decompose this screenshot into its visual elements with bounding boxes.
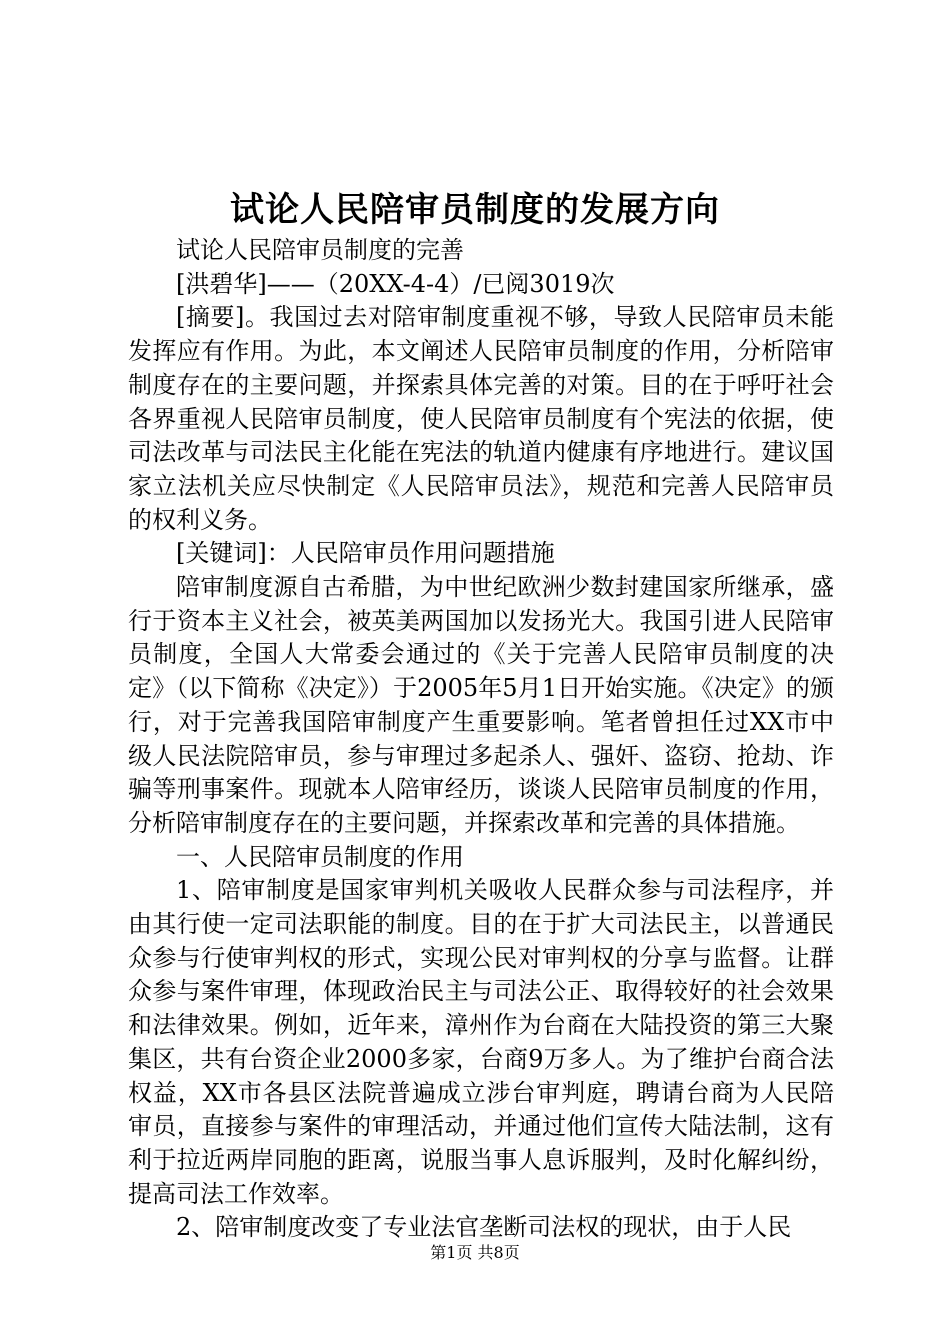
page-footer: 第1页 共8页: [430, 1243, 520, 1262]
abstract-paragraph: [摘要]。我国过去对陪审制度重视不够，导致人民陪审员未能发挥应有作用。为此，本文阐述人民陪审员制度的作用，分析陪审制度存在的主要问题，并探索具体完善的对策。目的在于呼吁社会各界重视人民陪审员制度，使人民陪审员制度有个宪法的依据，使司法改革与司法民主化能在宪法的轨道内健康有序地进行。建议国家立法机关应尽快制定《人民陪审员法》，规范和完善人民陪审员的权利义务。: [128, 303, 834, 534]
body-paragraph: 1、陪审制度是国家审判机关吸收人民群众参与司法程序，并由其行使一定司法职能的制度。目的在于扩大司法民主，以普通民众参与行使审判权的形式，实现公民对审判权的分享与监督。让群众参与案件审理，体现政治民主与司法公正、取得较好的社会效果和法律效果。例如，近年来，漳州作为台商在大陆投资的第三大聚集区，共有台资企业2000多家，台商9万多人。为了维护台商合法权益，XX市各县区法院普遍成立涉台审判庭，聘请台商为人民陪审员，直接参与案件的审理活动，并通过他们宣传大陆法制，这有利于拉近两岸同胞的距离，说服当事人息诉服判，及时化解纠纷，提高司法工作效率。: [128, 876, 834, 1208]
subtitle-paragraph: 试论人民陪审员制度的完善: [176, 236, 464, 264]
keywords-paragraph: [关键词]：人民陪审员作用问题措施: [176, 539, 555, 568]
intro-paragraph: 陪审制度源自古希腊，为中世纪欧洲少数封建国家所继承，盛行于资本主义社会，被英美两国加以发扬光大。我国引进人民陪审员制度，全国人大常委会通过的《关于完善人民陪审员制度的决定》（以下简称《决定》）于2005年5月1日开始实施。《决定》的颁行，对于完善我国陪审制度产生重要影响。笔者曾担任过XX市中级人民法院陪审员，参与审理过多起杀人、强奸、盗窃、抢劫、诈骗等刑事案件。现就本人陪审经历，谈谈人民陪审员制度的作用，分析陪审制度存在的主要问题，并探索改革和完善的具体措施。: [128, 573, 834, 837]
document-body: [128, 234, 834, 1245]
section-heading: 一、人民陪审员制度的作用: [176, 842, 464, 871]
body-paragraph: 2、陪审制度改变了专业法官垄断司法权的现状，由于人民: [176, 1213, 792, 1242]
document-title: 试论人民陪审员制度的发展方向: [230, 190, 720, 230]
byline-paragraph: [洪碧华]——（20XX-4-4）/已阅3019次: [176, 269, 615, 298]
